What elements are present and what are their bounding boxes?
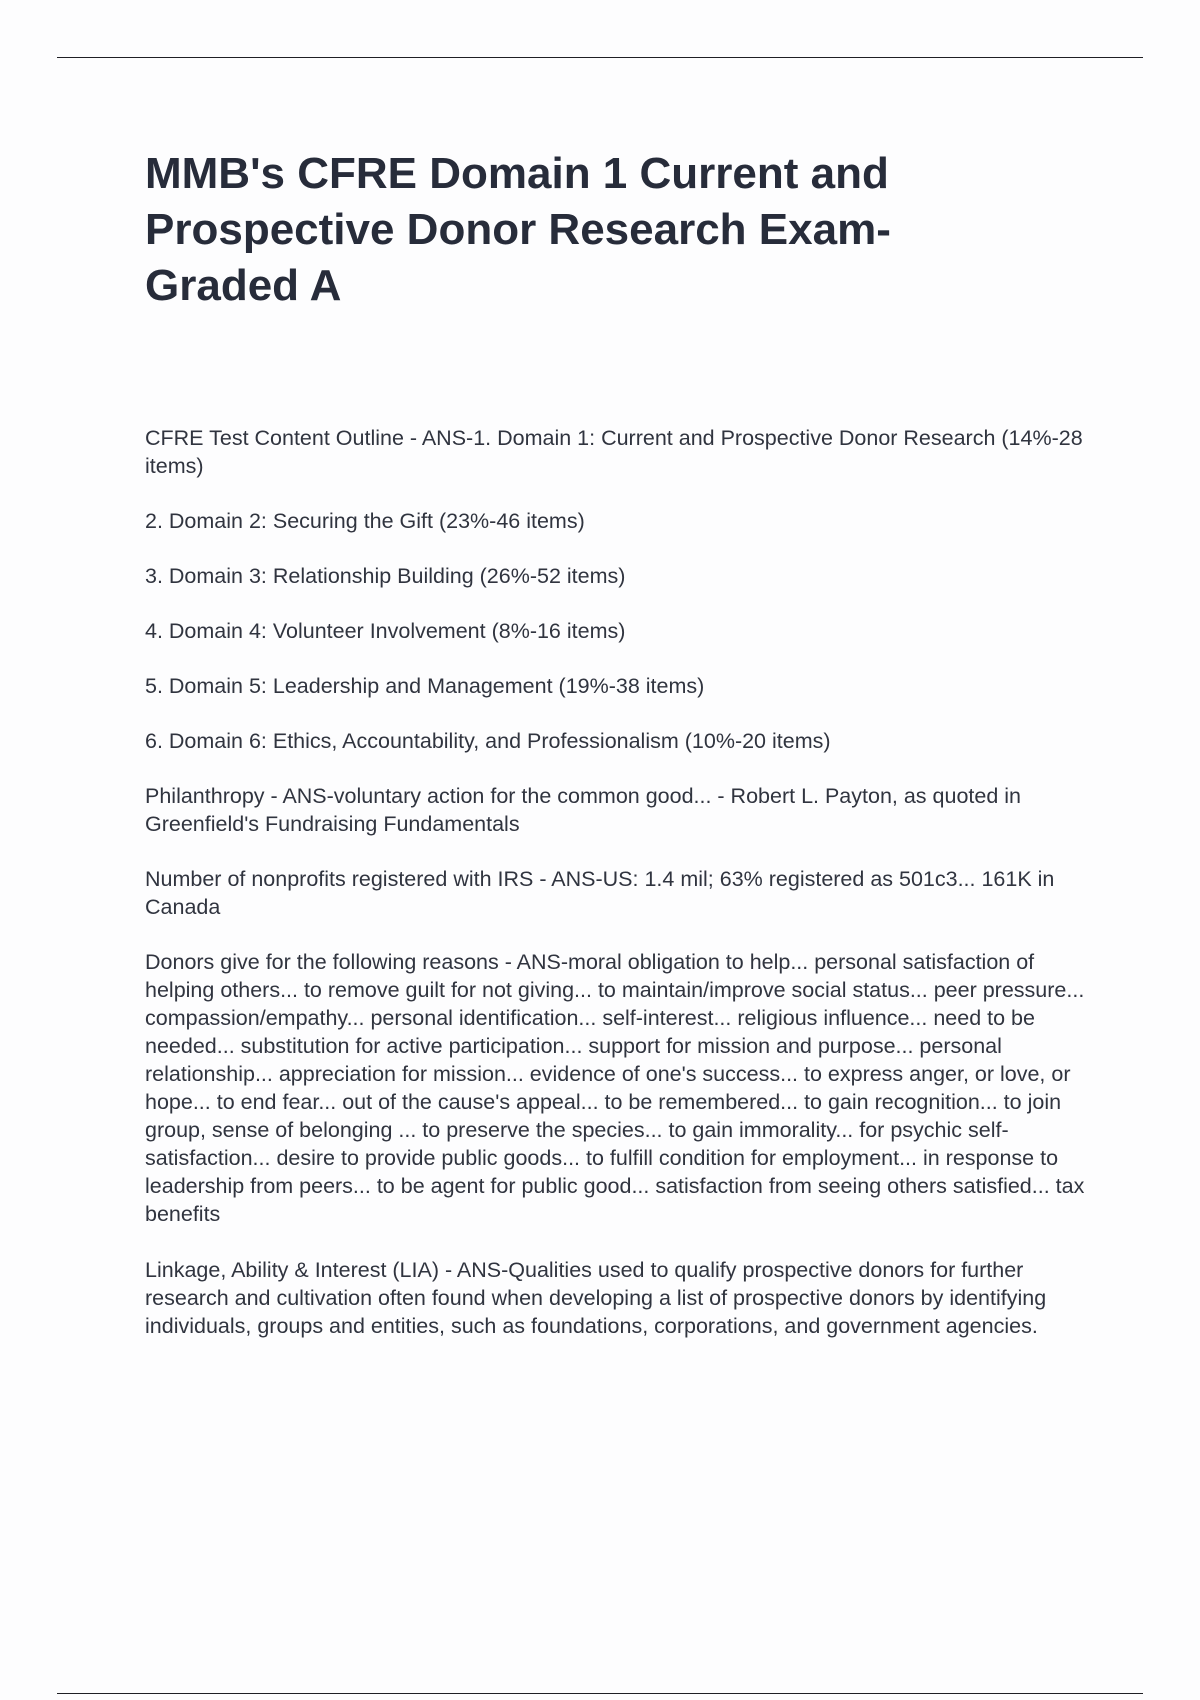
- paragraph-domain-6: 6. Domain 6: Ethics, Accountability, and Professionalism (10%-20 items): [145, 729, 831, 753]
- paragraph-outline: CFRE Test Content Outline - ANS-1. Domain 1: Current and Prospective Donor Research (14%-28 items): [145, 426, 1083, 478]
- paragraph-philanthropy: Philanthropy - ANS-voluntary action for the common good... - Robert L. Payton, as quoted in Greenfield's Fundraising Fundamentals: [145, 784, 1021, 836]
- document-body: [145, 424, 1090, 1367]
- top-divider: [57, 57, 1143, 58]
- paragraph-domain-3: 3. Domain 3: Relationship Building (26%-52 items): [145, 564, 626, 588]
- paragraph-donor-reasons: Donors give for the following reasons - ANS-moral obligation to help... personal satisfaction of helping others... to remove guilt for not giving... to maintain/improve social status... peer pressure... compassion/empathy... personal identification... self-interest... religious influence... need to be needed... substitution for active participation... support for mission and purpose... personal relationship... appreciation for mission... evidence of one's success... to express anger, or love, or hope... to end fear... out of the cause's appeal... to be remembered... to gain recognition... to join group, sense of belonging ... to preserve the species... to gain immorality... for psychic self-satisfaction... desire to provide public goods... to fulfill condition for employment... in response to leadership from peers... to be agent for public good... satisfaction from seeing others satisfied... tax benefits: [145, 950, 1085, 1226]
- document-title: MMB's CFRE Domain 1 Current and Prospective Donor Research Exam- Graded A: [145, 149, 891, 310]
- bottom-divider: [57, 1693, 1143, 1694]
- paragraph-domain-4: 4. Domain 4: Volunteer Involvement (8%-16 items): [145, 619, 626, 643]
- paragraph-nonprofits: Number of nonprofits registered with IRS - ANS-US: 1.4 mil; 63% registered as 501c3... 161K in Canada: [145, 867, 1055, 919]
- paragraph-domain-5: 5. Domain 5: Leadership and Management (19%-38 items): [145, 674, 705, 698]
- paragraph-lia: Linkage, Ability & Interest (LIA) - ANS-Qualities used to qualify prospective donors for further research and cultivation often found when developing a list of prospective donors by identifying individuals, groups and entities, such as foundations, corporations, and government agencies.: [145, 1258, 1047, 1338]
- paragraph-domain-2: 2. Domain 2: Securing the Gift (23%-46 items): [145, 509, 585, 533]
